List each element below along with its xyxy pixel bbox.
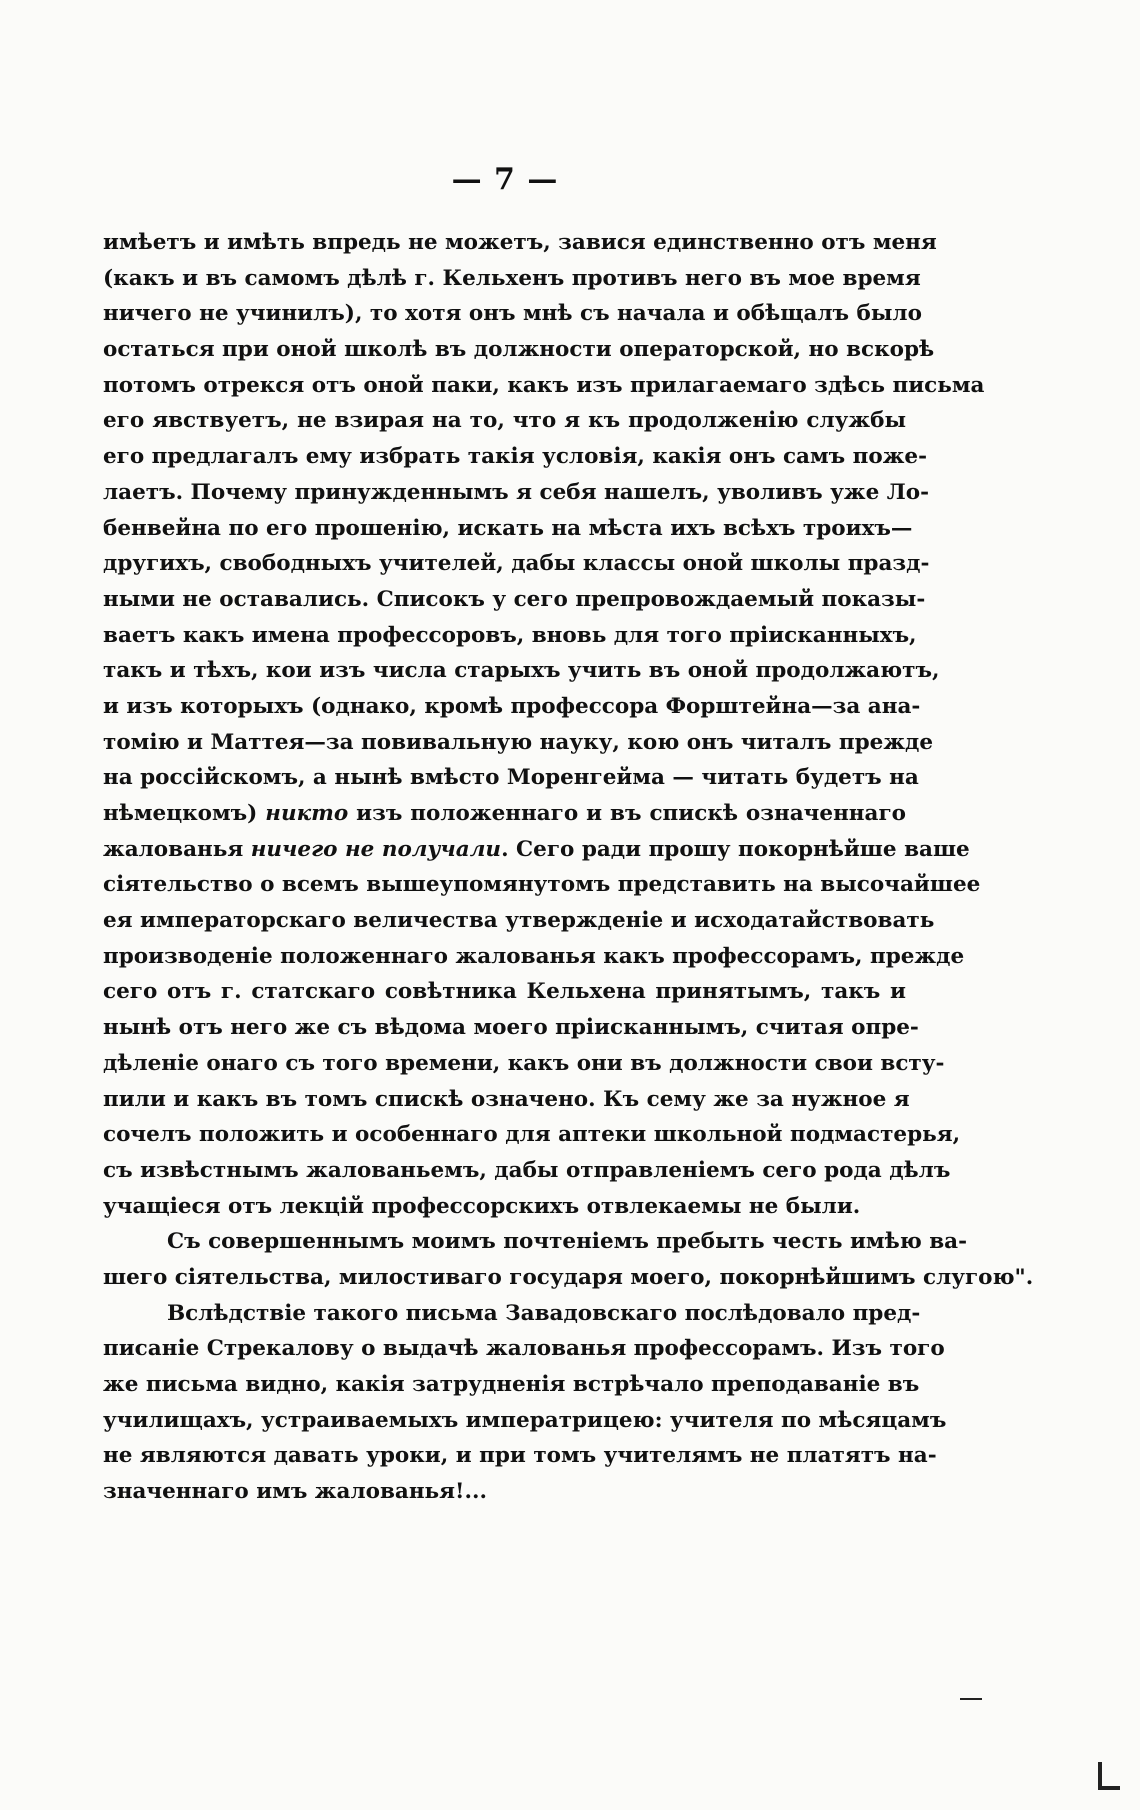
text-line: бенвейна по его прошенію, искать на мѣста ихъ всѣхъ троихъ— [103, 515, 913, 541]
text-line: дѣленіе онаго съ того времени, какъ они въ должности свои всту- [103, 1050, 945, 1076]
text-line: его явствуетъ, не взирая на то, что я къ продолженію службы [103, 408, 906, 434]
text-line: сего отъ г. статскаго совѣтника Кельхена принятымъ, такъ и [103, 979, 906, 1005]
text-line: имѣетъ и имѣть впредь не можетъ, завися единственно отъ меня [103, 230, 937, 255]
text-line: шего сіятельства, милостиваго государя моего, покорнѣйшимъ слугою". [103, 1264, 1034, 1290]
text-line: ничего не учинилъ), то хотя онъ мнѣ съ начала и обѣщалъ было [103, 301, 922, 327]
text-line: Вслѣдствіе такого письма Завадовскаго послѣдовало пред- [167, 1300, 921, 1326]
text-line: лаетъ. Почему принужденнымъ я себя нашелъ, уволивъ уже Ло- [103, 479, 930, 505]
body-text [103, 225, 1034, 1510]
italic-nichego-ne-poluchali: ничего не получали [250, 836, 502, 862]
text-line: ея императорскаго величества утвержденіе и исходатайствовать [103, 908, 935, 934]
text-line: и изъ которыхъ (однако, кромѣ профессора Форштейна—за ана- [103, 693, 921, 719]
text-line: потомъ отрекся отъ оной паки, какъ изъ прилагаемаго здѣсь письма [103, 372, 985, 398]
text-line: сіятельство о всемъ вышеупомянутомъ представить на высочайшее [103, 872, 981, 898]
text-line: Съ совершеннымъ моимъ почтеніемъ пребыть честь имѣю ва- [167, 1229, 968, 1255]
text-line: томію и Маттея—за повивальную науку, кою онъ читалъ прежде [103, 729, 934, 755]
text-line: училищахъ, устраиваемыхъ императрицею: учителя по мѣсяцамъ [103, 1407, 947, 1433]
italic-nikto: никто [265, 801, 349, 826]
text-line: писаніе Стрекалову о выдачѣ жалованья профессорамъ. Изъ того [103, 1336, 945, 1362]
text-line: остаться при оной школѣ въ должности операторской, но вскорѣ [103, 337, 935, 363]
text-line: съ извѣстнымъ жалованьемъ, дабы отправленіемъ сего рода дѣлъ [103, 1157, 951, 1183]
text-line: ваетъ какъ имена профессоровъ, вновь для того пріисканныхъ, [103, 622, 917, 648]
text-line: производеніе положеннаго жалованья какъ профессорамъ, прежде [103, 943, 965, 969]
text-line: нѣмецкомъ) никто изъ положеннаго и въ спискѣ означеннаго [103, 801, 906, 826]
text-line: учащіеся отъ лекцій профессорскихъ отвлекаемы не были. [103, 1193, 861, 1219]
scan-corner-mark [1098, 1786, 1120, 1790]
text-line: такъ и тѣхъ, кои изъ числа старыхъ учить въ оной продолжаютъ, [103, 658, 940, 684]
text-line: на россійскомъ, а нынѣ вмѣсто Моренгейма — читать будетъ на [103, 765, 919, 791]
scan-mark [960, 1698, 982, 1700]
text-line: не являются давать уроки, и при томъ учителямъ не платятъ на- [103, 1443, 937, 1469]
text-line: его предлагалъ ему избрать такія условія, какія онъ самъ поже- [103, 444, 928, 470]
page-number: — 7 — [451, 162, 559, 197]
text-line: ными не оставались. Списокъ у сего препровождаемый показы- [103, 586, 926, 612]
text-line: значеннаго имъ жалованья!... [103, 1479, 487, 1505]
text-line: пили и какъ въ томъ спискѣ означено. Къ сему же за нужное я [103, 1086, 910, 1112]
text-line: сочелъ положить и особеннаго для аптеки школьной подмастерья, [103, 1122, 961, 1148]
text-line: же письма видно, какія затрудненія встрѣчало преподаваніе въ [103, 1372, 920, 1397]
text-line: жалованья ничего не получали. Сего ради прошу покорнѣйше ваше [103, 836, 970, 862]
text-line: другихъ, свободныхъ учителей, дабы классы оной школы празд- [103, 551, 930, 577]
text-line: (какъ и въ самомъ дѣлѣ г. Кельхенъ противъ него въ мое время [103, 265, 921, 291]
text-line: нынѣ отъ него же съ вѣдома моего пріисканнымъ, считая опре- [103, 1015, 919, 1041]
